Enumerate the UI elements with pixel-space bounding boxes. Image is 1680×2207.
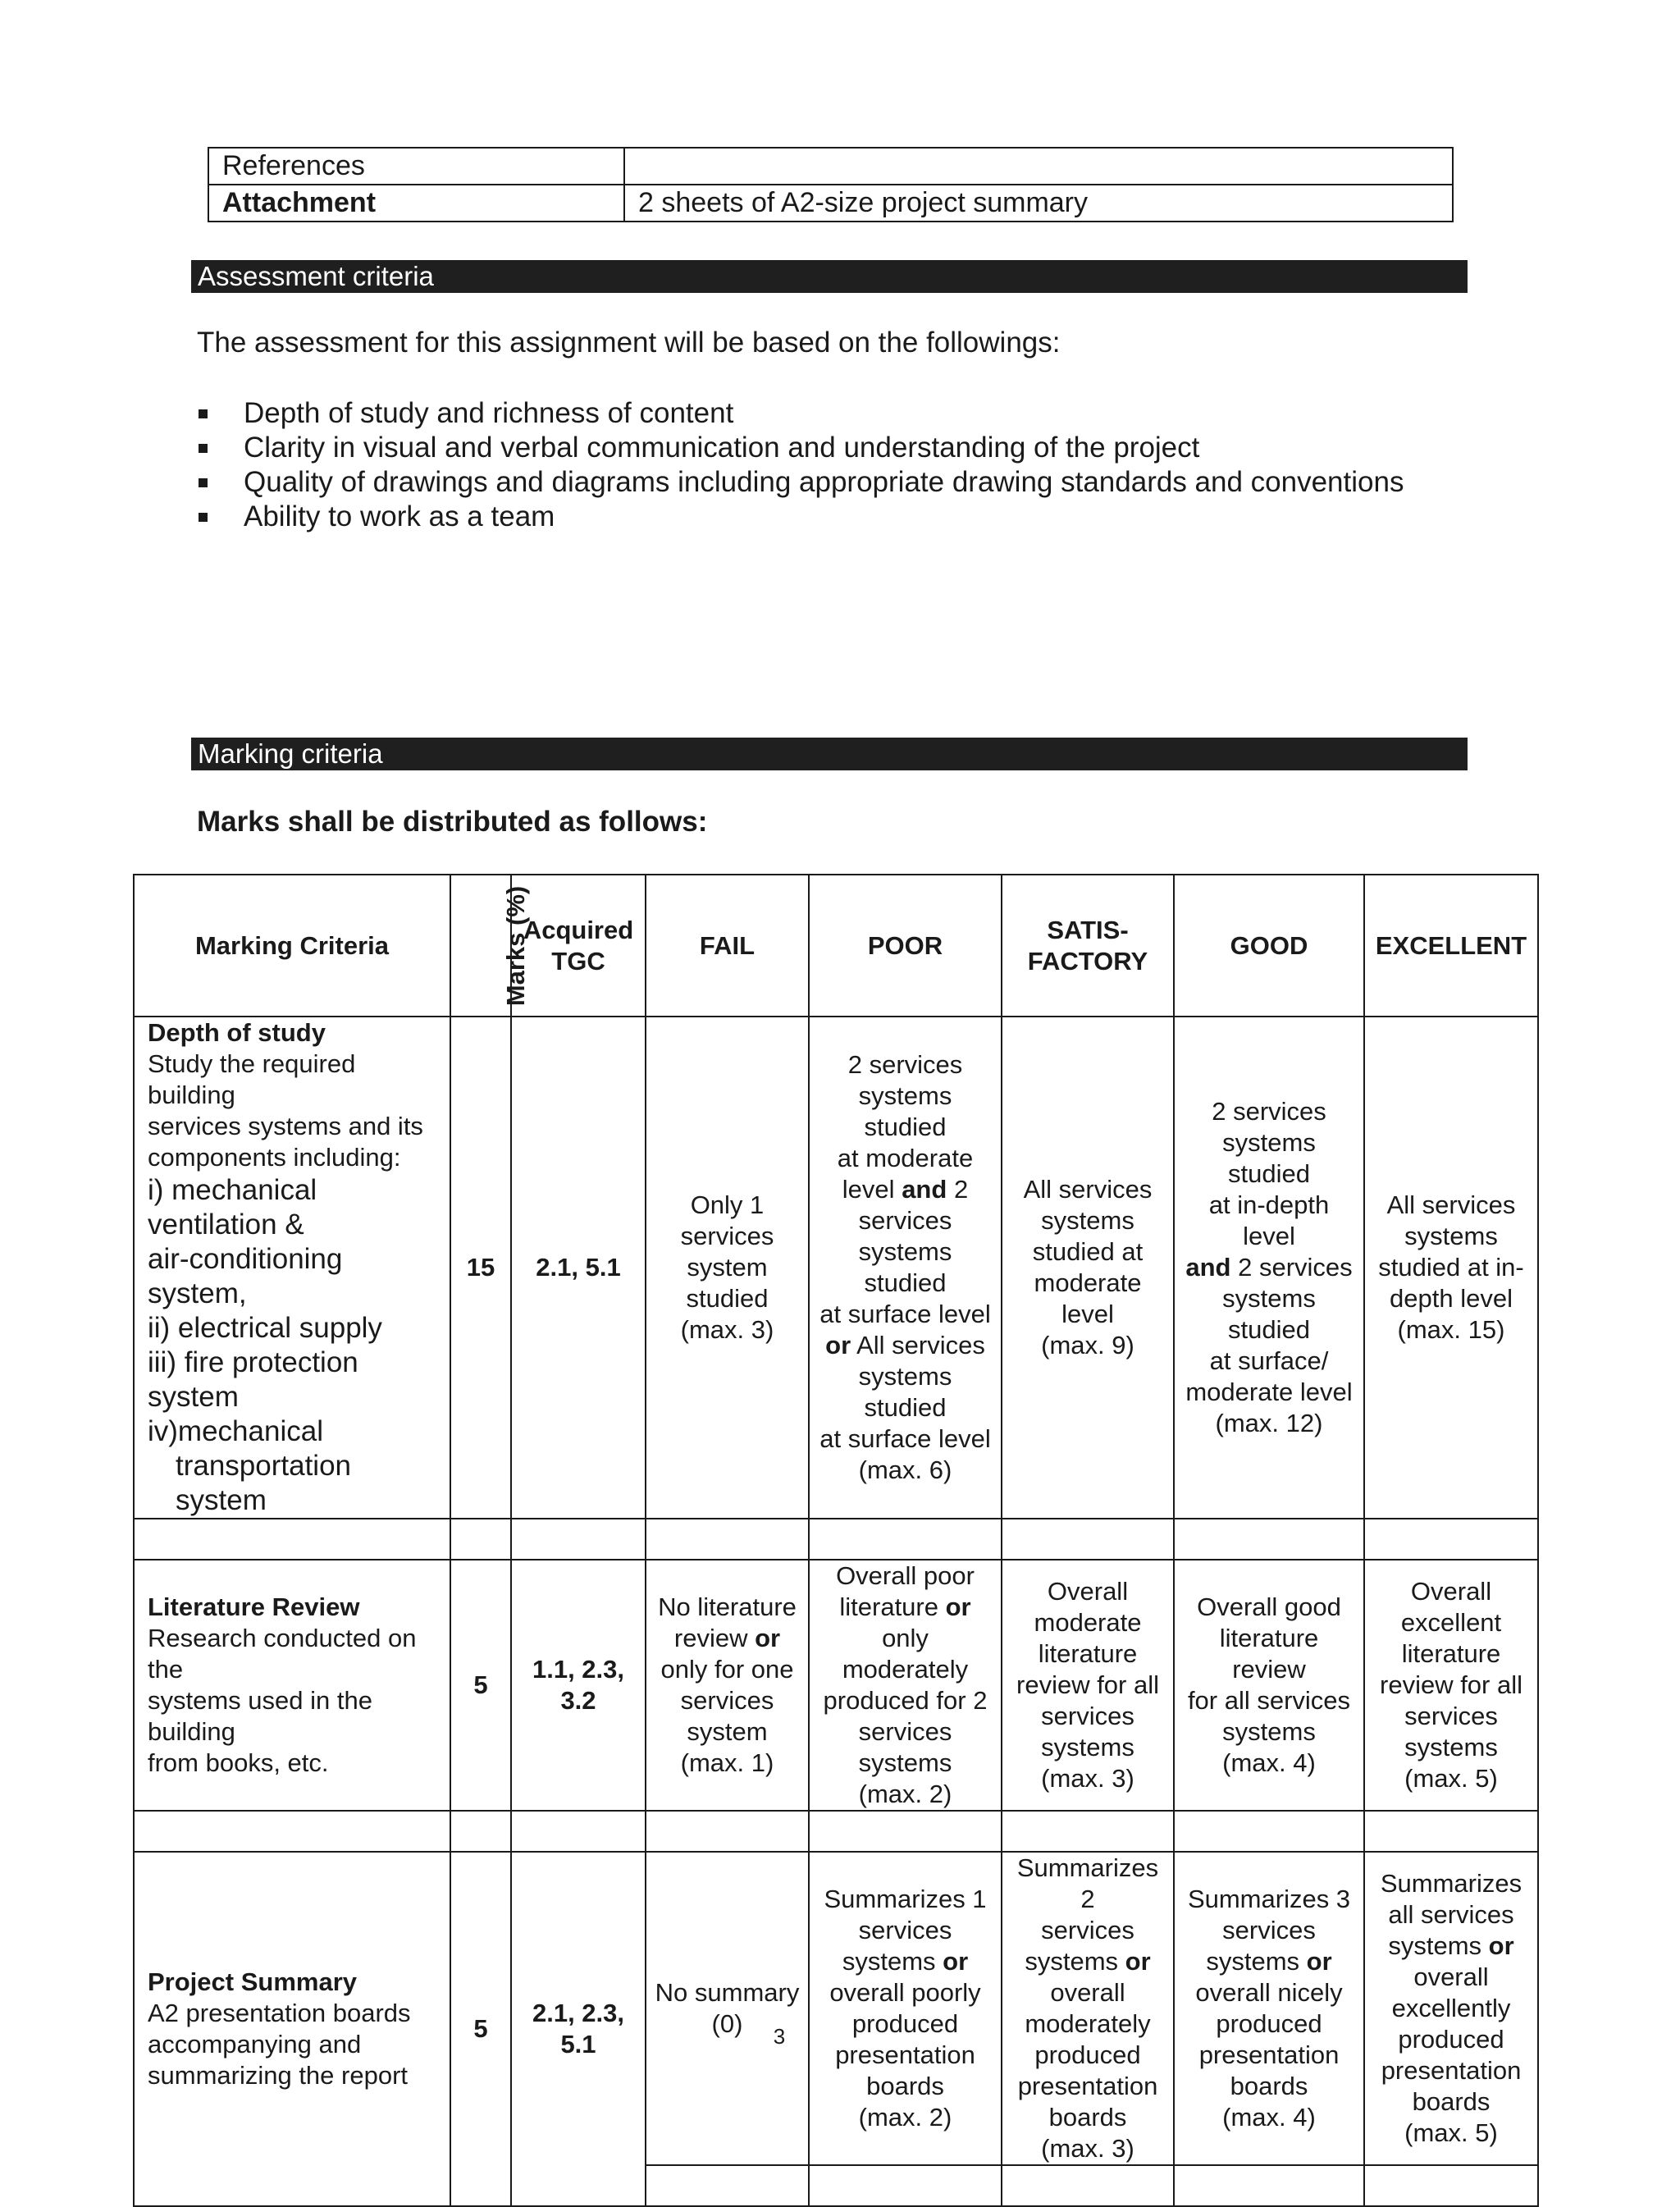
literature-good-cell xyxy=(1174,1560,1364,1811)
bullet-text: Clarity in visual and verbal communication and understanding of the project xyxy=(244,432,1200,464)
depth-item: air-conditioning system, xyxy=(148,1243,343,1309)
cell-line: review for all xyxy=(1016,1670,1159,1699)
cell-line: systems xyxy=(858,1748,952,1777)
cell-line: at in-depth level xyxy=(1208,1190,1330,1250)
depth-excellent-cell xyxy=(1364,1017,1538,1519)
cell-line: 3.2 xyxy=(560,1686,596,1715)
cell-line: produced for 2 xyxy=(823,1686,988,1715)
cell-line: overall nicely xyxy=(1195,1978,1343,2007)
summary-desc-line: A2 presentation boards xyxy=(148,1999,411,2027)
cell-line xyxy=(815,1330,996,1361)
cell-line: system xyxy=(687,1253,768,1282)
cell-text: systems xyxy=(1025,1947,1119,1976)
cell-line: for all services xyxy=(1187,1686,1351,1715)
table-spacer-row xyxy=(134,1519,1538,1560)
cell-line: services xyxy=(680,1686,774,1715)
bullet-text: Quality of drawings and diagrams including appropriate drawing standards and conventions xyxy=(244,466,1404,498)
header-good: GOOD xyxy=(1174,875,1364,1017)
summary-excellent-cell xyxy=(1364,1852,1538,2165)
depth-desc-line: services systems and its xyxy=(148,1112,423,1140)
literature-desc-line: systems used in the building xyxy=(148,1686,372,1746)
cell-text: All services xyxy=(856,1331,985,1359)
cell-line: systems studied xyxy=(858,1237,952,1297)
depth-tgc: 2.1, 5.1 xyxy=(511,1017,646,1519)
cell-line: at surface level xyxy=(819,1300,991,1328)
cell-line: at moderate xyxy=(837,1144,974,1172)
cell-line: 5.1 xyxy=(560,2030,596,2058)
header-marks-label: Marks (%) xyxy=(501,885,531,1006)
depth-item: iv)mechanical xyxy=(148,1415,323,1447)
literature-desc-line: Research conducted on the xyxy=(148,1624,417,1684)
cell-line: boards xyxy=(866,2072,944,2100)
assessment-bullet-list xyxy=(197,396,1404,534)
cell-line xyxy=(1180,1252,1358,1283)
cell-line: (max. 2) xyxy=(858,1780,952,1808)
cell-text: systems xyxy=(842,1947,936,1976)
cell-line: boards xyxy=(1412,2087,1491,2116)
cell-line: system xyxy=(687,1717,768,1746)
references-row xyxy=(208,148,1453,185)
bullet-square-icon xyxy=(199,409,208,418)
cell-line: moderate xyxy=(1034,1608,1142,1637)
cell-line: (max. 5) xyxy=(1404,1764,1498,1793)
depth-good-cell xyxy=(1174,1017,1364,1519)
cell-line: overall xyxy=(1050,1978,1125,2007)
cell-line: services xyxy=(858,1206,952,1235)
cell-line: No literature xyxy=(658,1592,797,1621)
cell-line: systems xyxy=(1404,1733,1498,1761)
cell-line: systems studied xyxy=(858,1362,952,1422)
references-value xyxy=(624,148,1453,185)
marking-criteria-heading: Marking criteria xyxy=(191,738,1468,770)
depth-poor-cell xyxy=(809,1017,1002,1519)
literature-tgc xyxy=(511,1560,646,1811)
cell-line: moderate level xyxy=(1185,1378,1353,1406)
literature-marks: 5 xyxy=(450,1560,511,1811)
depth-fail-cell xyxy=(646,1017,809,1519)
table-row-project-summary xyxy=(134,1852,1538,2165)
cell-line: studied at xyxy=(1032,1237,1144,1266)
summary-fail-cell xyxy=(646,1852,809,2165)
cell-line: services xyxy=(1222,1916,1316,1944)
cell-line xyxy=(815,1946,996,1977)
header-tgc-line: Acquired xyxy=(523,915,634,944)
cell-line: Summarizes 1 xyxy=(824,1885,987,1913)
cell-line: Summarizes xyxy=(1380,1869,1522,1898)
table-row-depth-of-study xyxy=(134,1017,1538,1519)
cell-line: systems xyxy=(1404,1222,1498,1250)
cell-line: (max. 9) xyxy=(1041,1331,1134,1359)
cell-line: boards xyxy=(1048,2103,1127,2132)
cell-line: moderate xyxy=(1034,1268,1142,1297)
assessment-criteria-heading: Assessment criteria xyxy=(191,260,1468,293)
cell-text: literature xyxy=(839,1592,938,1621)
cell-line: presentation xyxy=(1198,2040,1340,2069)
cell-line: (max. 1) xyxy=(680,1748,774,1777)
cell-line: all services xyxy=(1388,1900,1514,1929)
cell-text-bold: and xyxy=(1185,1253,1231,1282)
cell-line: systems xyxy=(1041,1206,1134,1235)
header-fail: FAIL xyxy=(646,875,809,1017)
literature-satisfactory-cell xyxy=(1002,1560,1174,1811)
cell-line: (max. 6) xyxy=(858,1455,952,1484)
cell-line: produced xyxy=(1216,2009,1322,2038)
cell-line: Overall poor xyxy=(836,1561,975,1590)
cell-line: studied at in- xyxy=(1378,1253,1524,1282)
cell-line: excellently xyxy=(1391,1994,1511,2022)
cell-line: produced xyxy=(851,2009,959,2038)
depth-item: transportation system xyxy=(176,1450,352,1516)
literature-excellent-cell xyxy=(1364,1560,1538,1811)
cell-line: literature xyxy=(1038,1639,1138,1668)
literature-poor-cell xyxy=(809,1560,1002,1811)
list-item xyxy=(197,396,1404,431)
cell-line: (max. 4) xyxy=(1222,1748,1316,1777)
cell-line: services xyxy=(1404,1702,1498,1730)
bullet-square-icon xyxy=(199,444,208,453)
cell-line: produced xyxy=(1398,2025,1504,2054)
cell-line: (max. 4) xyxy=(1222,2103,1316,2132)
summary-marks: 5 xyxy=(450,1852,511,2206)
bullet-square-icon xyxy=(199,478,208,487)
depth-item: iii) fire protection system xyxy=(148,1346,358,1413)
literature-title: Literature Review xyxy=(148,1592,360,1621)
cell-line: Only 1 xyxy=(690,1190,765,1219)
cell-text: systems xyxy=(1206,1947,1300,1976)
cell-text-bold: or xyxy=(943,1947,969,1976)
cell-line: systems studied xyxy=(1222,1128,1316,1188)
cell-text-bold: or xyxy=(825,1331,851,1359)
literature-criteria-cell xyxy=(134,1560,450,1811)
cell-text-bold: or xyxy=(1488,1931,1514,1960)
cell-line: produced xyxy=(1034,2040,1141,2069)
cell-line: services xyxy=(1041,1702,1134,1730)
cell-line: review for all xyxy=(1380,1670,1522,1699)
cell-line xyxy=(815,1592,996,1654)
cell-line: systems xyxy=(1041,1733,1134,1761)
cell-line: systems studied xyxy=(858,1081,952,1141)
header-excellent: EXCELLENT xyxy=(1364,875,1538,1017)
cell-line xyxy=(815,1174,996,1205)
cell-line: moderately xyxy=(1025,2009,1151,2038)
cell-line: literature xyxy=(1401,1639,1501,1668)
cell-line: presentation xyxy=(835,2040,975,2069)
page-number: 3 xyxy=(773,2024,786,2049)
cell-text: systems xyxy=(1388,1931,1482,1960)
cell-line: at surface level xyxy=(819,1424,991,1453)
depth-item: ii) electrical supply xyxy=(148,1312,382,1344)
cell-line: Summarizes 2 xyxy=(1016,1853,1159,1913)
cell-line xyxy=(1180,1946,1358,1977)
cell-line: (max. 3) xyxy=(1041,2134,1134,2163)
table-row-literature-review xyxy=(134,1560,1538,1811)
summary-title: Project Summary xyxy=(148,1967,357,1996)
cell-line: literature review xyxy=(1219,1624,1319,1684)
cell-line: services xyxy=(680,1222,774,1250)
cell-line: services xyxy=(1041,1916,1134,1944)
cell-line: (max. 15) xyxy=(1397,1315,1505,1344)
summary-satisfactory-cell xyxy=(1002,1852,1174,2165)
cell-line xyxy=(1370,1931,1532,1962)
cell-line: moderately xyxy=(842,1655,969,1684)
cell-text-bold: or xyxy=(1125,1947,1151,1976)
cell-line: 2.1, 2.3, xyxy=(532,1999,625,2027)
header-tgc-line: TGC xyxy=(551,946,605,976)
cell-line: studied xyxy=(686,1284,769,1313)
header-marking-criteria: Marking Criteria xyxy=(134,875,450,1017)
cell-line: only for one xyxy=(660,1655,794,1684)
attachment-label: Attachment xyxy=(208,185,624,222)
cell-line: Overall xyxy=(1047,1577,1129,1606)
attachment-value: 2 sheets of A2-size project summary xyxy=(624,185,1453,222)
cell-line: depth level xyxy=(1390,1284,1513,1313)
depth-satisfactory-cell xyxy=(1002,1017,1174,1519)
cell-line: No summary xyxy=(655,1978,800,2007)
literature-desc-line: from books, etc. xyxy=(148,1748,329,1777)
cell-line: presentation xyxy=(1017,2072,1158,2100)
header-satisfactory xyxy=(1002,875,1174,1017)
depth-title: Depth of study xyxy=(148,1018,326,1047)
cell-text-bold: or xyxy=(1306,1947,1332,1976)
cell-line: overall xyxy=(1413,1963,1489,1991)
depth-desc-line: components including: xyxy=(148,1143,401,1172)
summary-good-cell xyxy=(1174,1852,1364,2165)
literature-fail-cell xyxy=(646,1560,809,1811)
marks-distribution-heading: Marks shall be distributed as follows: xyxy=(197,806,708,838)
cell-text: only xyxy=(882,1624,929,1652)
cell-text-bold: or xyxy=(945,1592,971,1621)
cell-line: systems xyxy=(1222,1717,1316,1746)
attachment-row xyxy=(208,185,1453,222)
cell-text: 2 services xyxy=(1238,1253,1353,1282)
depth-criteria-cell xyxy=(134,1017,450,1519)
cell-line: at surface/ xyxy=(1209,1346,1329,1375)
summary-poor-cell xyxy=(809,1852,1002,2165)
cell-line: level xyxy=(1061,1300,1114,1328)
cell-line: overall poorly xyxy=(829,1978,981,2007)
depth-marks: 15 xyxy=(450,1017,511,1519)
cell-line xyxy=(1007,1946,1168,1977)
cell-line: presentation xyxy=(1381,2056,1522,2085)
cell-line: (max. 3) xyxy=(1041,1764,1134,1793)
table-spacer-row xyxy=(134,1811,1538,1852)
assessment-intro: The assessment for this assignment will be based on the followings: xyxy=(197,327,1061,359)
references-table xyxy=(208,147,1454,222)
list-item xyxy=(197,431,1404,465)
references-label: References xyxy=(208,148,624,185)
header-marks xyxy=(450,875,531,1017)
bullet-text: Ability to work as a team xyxy=(244,500,555,532)
cell-line: systems studied xyxy=(1222,1284,1316,1344)
cell-line: Summarizes 3 xyxy=(1187,1885,1351,1913)
cell-line: 2 services xyxy=(1212,1097,1326,1126)
depth-item: i) mechanical ventilation & xyxy=(148,1174,317,1241)
cell-line: excellent xyxy=(1400,1608,1502,1637)
cell-text: level xyxy=(842,1175,895,1204)
cell-line: services xyxy=(858,1916,952,1944)
cell-line: boards xyxy=(1230,2072,1308,2100)
cell-line: 1.1, 2.3, xyxy=(532,1655,625,1684)
cell-line: Overall good xyxy=(1197,1592,1341,1621)
cell-line: (0) xyxy=(711,2009,743,2038)
cell-line: services xyxy=(858,1717,952,1746)
cell-line: (max. 12) xyxy=(1215,1409,1323,1437)
cell-line: (max. 3) xyxy=(680,1315,774,1344)
header-satis-line: SATIS- xyxy=(1047,915,1129,944)
table-header-row xyxy=(134,875,1538,1017)
cell-line xyxy=(651,1623,803,1654)
cell-line: 2 services xyxy=(847,1050,963,1079)
depth-desc-line: Study the required building xyxy=(148,1049,356,1109)
cell-line: (max. 2) xyxy=(858,2103,952,2132)
cell-text-bold: or xyxy=(755,1624,781,1652)
summary-desc-line: summarizing the report xyxy=(148,2061,409,2090)
cell-line: Overall xyxy=(1410,1577,1492,1606)
header-poor: POOR xyxy=(809,875,1002,1017)
cell-text: review xyxy=(673,1624,748,1652)
marking-criteria-table xyxy=(133,874,1539,2207)
cell-line: (max. 5) xyxy=(1404,2118,1498,2147)
cell-line: All services xyxy=(1023,1175,1153,1204)
header-satis-line: FACTORY xyxy=(1027,946,1148,976)
list-item xyxy=(197,500,1404,534)
bullet-text: Depth of study and richness of content xyxy=(244,397,734,429)
summary-desc-line: accompanying and xyxy=(148,2030,362,2058)
list-item xyxy=(197,465,1404,500)
cell-text: 2 xyxy=(953,1175,969,1204)
bullet-square-icon xyxy=(199,513,208,522)
cell-text-bold: and xyxy=(902,1175,947,1204)
cell-line: All services xyxy=(1386,1190,1516,1219)
